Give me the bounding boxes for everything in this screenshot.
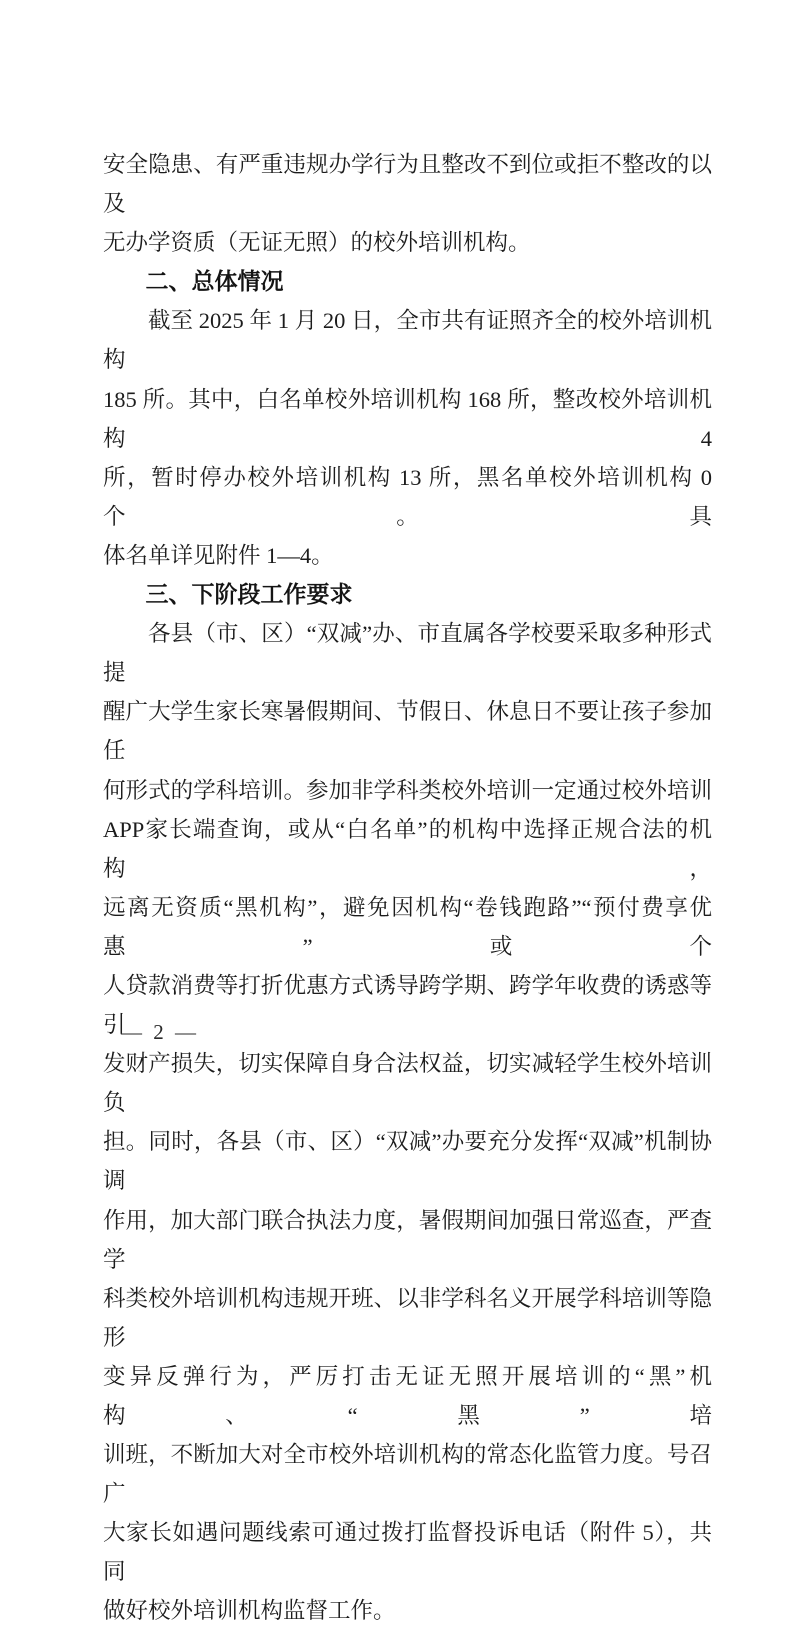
body-line: 作用，加大部门联合执法力度，暑假期间加强日常巡查，严查学 [103,1207,712,1272]
body-line: 截至 2025 年 1 月 20 日，全市共有证照齐全的校外培训机构 [103,308,712,373]
body-line: 醒广大学生家长寒暑假期间、节假日、休息日不要让孩子参加任 [103,699,712,764]
body-line: 担。同时，各县（市、区）“双减”办要充分发挥“双减”机制协调 [103,1129,712,1194]
body-line: 发财产损失，切实保障自身合法权益，切实减轻学生校外培训负 [103,1051,712,1116]
body-line: 何形式的学科培训。参加非学科类校外培训一定通过校外培训 [103,777,712,803]
body-line: 科类校外培训机构违规开班、以非学科名义开展学科培训等隐形 [103,1285,712,1350]
body-line: 各县（市、区）“双减”办、市直属各学校要采取多种形式提 [103,621,712,686]
body-line: 人贷款消费等打折优惠方式诱导跨学期、跨学年收费的诱惑等引 [103,972,712,1038]
body-line: 远离无资质“黑机构”，避免因机构“卷钱跑路”“预付费享优惠”或个 [103,894,712,959]
section-2-heading: 二、总体情况 [145,268,284,295]
section-3-heading: 三、下阶段工作要求 [145,581,353,608]
body-line: 变异反弹行为，严厉打击无证无照开展培训的“黑”机构、“黑”培 [103,1363,712,1428]
body-line: 训班，不断加大对全市校外培训机构的常态化监管力度。号召广 [103,1442,712,1507]
body-line: 大家长如遇问题线索可通过拨打监督投诉电话（附件 5），共同 [103,1520,712,1585]
body-line: 所，暂时停办校外培训机构 13 所，黑名单校外培训机构 0 个。具 [103,464,712,529]
page-number: — 2 — [121,1020,199,1044]
body-line: 做好校外培训机构监督工作。 [103,1598,396,1624]
body-line: 185 所。其中，白名单校外培训机构 168 所，整改校外培训机构 4 [103,386,712,451]
document-body [103,145,712,1631]
body-line: 安全隐患、有严重违规办学行为且整改不到位或拒不整改的以及 [103,152,712,217]
body-line: 无办学资质（无证无照）的校外培训机构。 [103,230,531,256]
body-line: 体名单详见附件 1—4。 [103,542,334,568]
body-line: APP家长端查询，或从“白名单”的机构中选择正规合法的机构， [103,816,712,881]
